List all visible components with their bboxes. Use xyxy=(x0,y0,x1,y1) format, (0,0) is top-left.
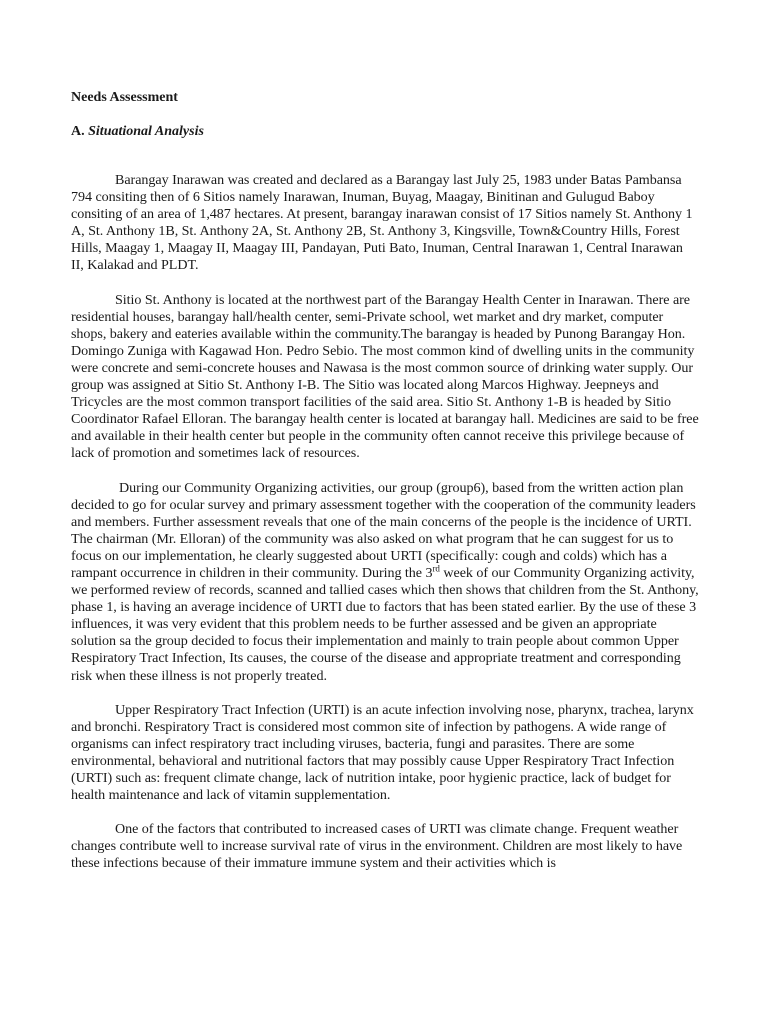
ordinal-superscript: rd xyxy=(432,563,440,574)
paragraph-urti-definition: Upper Respiratory Tract Infection (URTI) is an acute infection involving nose, pharynx, trachea, larynx and bronchi. Respiratory Tract is considered most common site of infection by pathogens. A wide range of organisms can infect respiratory tract including viruses, bacteria, fungi and parasites. There are some environmental, behavioral and nutritional factors that may possibly cause Upper Respiratory Tract Infection (URTI) such as: frequent climate change, lack of nutrition intake, poor hygienic practice, lack of budget for health maintenance and lack of vitamin supplementation. xyxy=(71,701,694,804)
section-title: Situational Analysis xyxy=(88,124,204,139)
paragraph-text-part: During our Community Organizing activities, our group (group6), based from the written action plan decided to go for ocular survey and primary assessment together with the cooperation of the community leaders and members. Further assessment reveals that one of the main concerns of the people is the incidence of URTI. The chairman (Mr. Elloran) of the community was also asked on what program that he can suggest for us to focus on our implementation, he clearly suggested about URTI (specifically: cough and colds) which has a rampant occurrence in children in their community. During the 3 xyxy=(71,479,696,581)
paragraph-climate-factor: One of the factors that contributed to increased cases of URTI was climate change. Frequent weather changes contribute well to increase survival rate of virus in the environment. Children are most likely to have these infections because of their immature immune system and their activities which is xyxy=(71,821,683,872)
document-page xyxy=(71,88,699,872)
paragraph-text-part: week of our Community Organizing activity, we performed review of records, scanned and tallied cases which then shows that children from the St. Anthony, phase 1, is having an average incidence of URTI due to factors that has been stated earlier. By the use of these 3 influences, it was very evident that this problem needs to be further assessed and be given an appropriate solution sa the group decided to focus their implementation and mainly to train people about common Upper Respiratory Tract Infection, Its causes, the course of the disease and appropriate treatment and corresponding risk when these illness is not properly treated. xyxy=(71,564,699,684)
document-title: Needs Assessment xyxy=(71,90,178,105)
section-number: A. xyxy=(71,124,85,139)
paragraph-community-organizing xyxy=(71,480,699,685)
paragraph-sitio-description: Sitio St. Anthony is located at the northwest part of the Barangay Health Center in Inarawan. There are residential houses, barangay hall/health center, semi-Private school, wet market and dry market, computer shops, bakery and eateries available within the community.The barangay is headed by Punong Barangay Hon. Domingo Zuniga with Kagawad Hon. Pedro Sebio. The most common kind of dwelling units in the community were concrete and semi-concrete houses and Nawasa is the most common source of drinking water supply. Our group was assigned at Sitio St. Anthony I-B. The Sitio was located along Marcos Highway. Jeepneys and Tricycles are the most common transport facilities of the said area. Sitio St. Anthony 1-B is headed by Sitio Coordinator Rafael Elloran. The barangay health center is located at barangay hall. Medicines are said to be free and available in their health center but people in the community often cannot receive this privilege because of lack of promotion and sometimes lack of resources. xyxy=(71,291,699,462)
paragraph-barangay-history: Barangay Inarawan was created and declared as a Barangay last July 25, 1983 under Batas Pambansa 794 consiting then of 6 Sitios namely Inarawan, Inuman, Buyag, Maagay, Binitinan and Gulugud Baboy consiting of an area of 1,487 hectares. At present, barangay inarawan consist of 17 Sitios namely St. Anthony 1 A, St. Anthony 1B, St. Anthony 2A, St. Anthony 2B, St. Anthony 3, Kingsville, Town&Country Hills, Forest Hills, Maagay 1, Maagay II, Maagay III, Pandayan, Puti Bato, Inuman, Central Inarawan 1, Central Inarawan II, Kalakad and PLDT. xyxy=(71,172,693,274)
section-heading xyxy=(71,122,699,142)
